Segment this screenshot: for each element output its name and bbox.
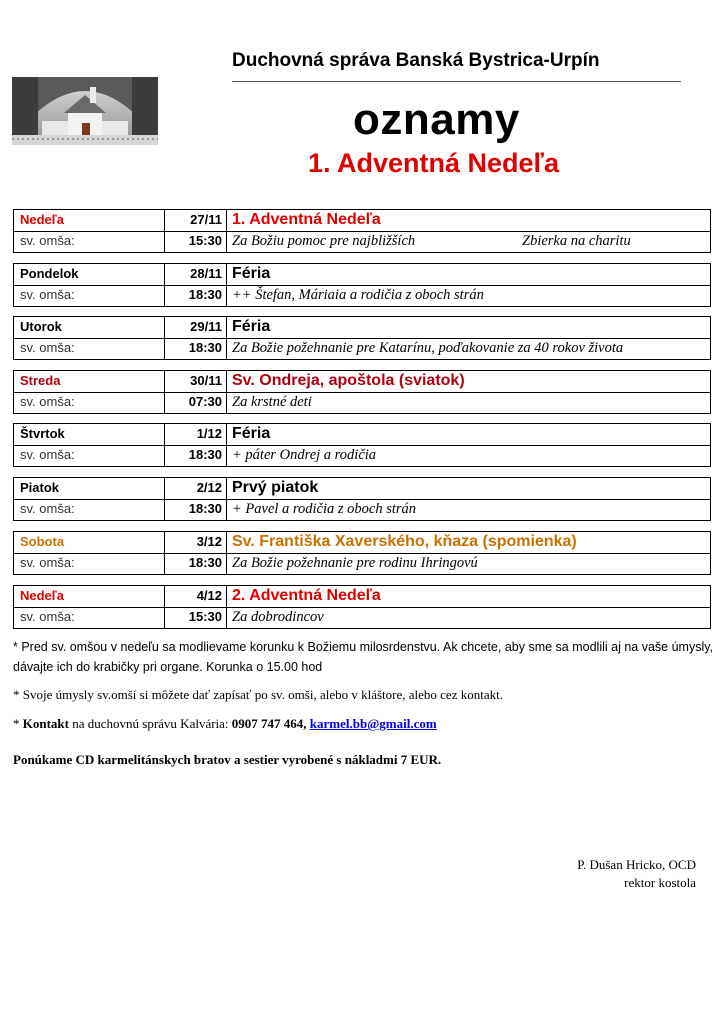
mass-label: sv. omša: (14, 499, 165, 520)
day-block (13, 585, 711, 629)
mass-label: sv. omša: (14, 392, 165, 413)
day-name: Piatok (14, 478, 165, 499)
day-name: Utorok (14, 317, 165, 338)
contact-email-link[interactable]: karmel.bb@gmail.com (309, 716, 437, 731)
mass-intention: Za dobrodincov (232, 609, 324, 625)
church-photo (12, 77, 158, 145)
day-date: 28/11 (165, 264, 227, 285)
note-contact-label: Kontakt (22, 716, 69, 731)
day-name: Štvrtok (14, 424, 165, 445)
mass-row (14, 285, 710, 306)
mass-label: sv. omša: (14, 231, 165, 252)
subtitle: 1. Adventná Nedeľa (308, 148, 559, 178)
day-block (13, 263, 711, 307)
note-intentions: * Svoje úmysly sv.omší si môžete dať zapísať po sv. omši, alebo v kláštore, alebo cez kontakt. (13, 687, 503, 702)
day-celebration: Sv. Františka Xaverského, kňaza (spomienka) (232, 533, 577, 550)
day-name: Nedeľa (14, 210, 165, 231)
note-rosary: * Pred sv. omšou v nedeľu sa modlievame korunku k Božiemu milosrdenstvu. Ak chcete, aby sme sa modlili aj na vaše úmysly, dávajte ich do krabičky pri organe. Korunka o 15.00 hod (13, 640, 714, 674)
day-celebration: 1. Adventná Nedeľa (232, 211, 381, 228)
signature-name: P. Dušan Hricko, OCD (577, 857, 696, 872)
day-row (14, 424, 710, 446)
mass-row (14, 499, 710, 520)
day-celebration: Féria (232, 425, 271, 442)
day-date: 3/12 (165, 532, 227, 553)
day-block (13, 209, 711, 253)
day-celebration: Prvý piatok (232, 479, 319, 496)
day-date: 4/12 (165, 586, 227, 607)
day-row (14, 586, 710, 608)
mass-intention: + páter Ondrej a rodičia (232, 447, 377, 463)
note-contact-sep: , (303, 716, 310, 731)
day-name: Nedeľa (14, 586, 165, 607)
day-row (14, 264, 710, 286)
day-block (13, 477, 711, 521)
mass-intention: Za Božie požehnanie pre Katarínu, poďakovanie za 40 rokov života (232, 340, 624, 356)
mass-label: sv. omša: (14, 285, 165, 306)
day-row (14, 532, 710, 554)
day-name: Pondelok (14, 264, 165, 285)
day-row (14, 478, 710, 500)
mass-row (14, 392, 710, 413)
note-contact (13, 716, 713, 732)
mass-time: 18:30 (165, 445, 227, 466)
mass-label: sv. omša: (14, 607, 165, 628)
day-date: 30/11 (165, 371, 227, 392)
mass-intention: Za krstné deti (232, 394, 312, 410)
mass-time: 18:30 (165, 338, 227, 359)
day-celebration: Féria (232, 318, 271, 335)
mass-intention: Za Božiu pomoc pre najbližších (232, 233, 416, 249)
note-contact-mid: na duchovnú správu Kalvária: (68, 716, 232, 731)
mass-intention: Za Božie požehnanie pre rodinu Ihringovú (232, 555, 478, 571)
mass-label: sv. omša: (14, 553, 165, 574)
mass-time: 18:30 (165, 285, 227, 306)
mass-time: 07:30 (165, 392, 227, 413)
header-rule (232, 81, 681, 82)
day-date: 27/11 (165, 210, 227, 231)
mass-intention: + Pavel a rodičia z oboch strán (232, 501, 417, 517)
mass-time: 15:30 (165, 607, 227, 628)
note-contact-prefix: * (13, 716, 23, 731)
main-title: oznamy (353, 95, 520, 144)
day-block (13, 316, 711, 360)
day-celebration: Sv. Ondreja, apoštola (sviatok) (232, 372, 465, 389)
mass-row (14, 338, 710, 359)
mass-row (14, 607, 710, 628)
day-row (14, 210, 710, 232)
day-name: Sobota (14, 532, 165, 553)
mass-time: 18:30 (165, 499, 227, 520)
mass-row (14, 553, 710, 574)
day-date: 1/12 (165, 424, 227, 445)
note-cd: Ponúkame CD karmelitánskych bratov a sestier vyrobené s nákladmi 7 EUR. (13, 752, 442, 767)
day-date: 29/11 (165, 317, 227, 338)
day-row (14, 317, 710, 339)
header-title: Duchovná správa Banská Bystrica-Urpín (232, 50, 600, 71)
day-name: Streda (14, 371, 165, 392)
mass-row (14, 445, 710, 466)
contact-phone: 0907 747 464 (231, 716, 304, 731)
mass-label: sv. omša: (14, 338, 165, 359)
mass-time: 18:30 (165, 553, 227, 574)
mass-time: 15:30 (165, 231, 227, 252)
day-celebration: 2. Adventná Nedeľa (232, 587, 381, 604)
collection-note: Zbierka na charitu (522, 233, 631, 249)
day-block (13, 531, 711, 575)
mass-row (14, 231, 710, 252)
mass-label: sv. omša: (14, 445, 165, 466)
day-block (13, 370, 711, 414)
day-block (13, 423, 711, 467)
mass-intention: ++ Štefan, Máriaia a rodičia z oboch strán (232, 287, 484, 303)
signature-role: rektor kostola (624, 875, 696, 890)
day-celebration: Féria (232, 265, 271, 282)
day-row (14, 371, 710, 393)
day-date: 2/12 (165, 478, 227, 499)
